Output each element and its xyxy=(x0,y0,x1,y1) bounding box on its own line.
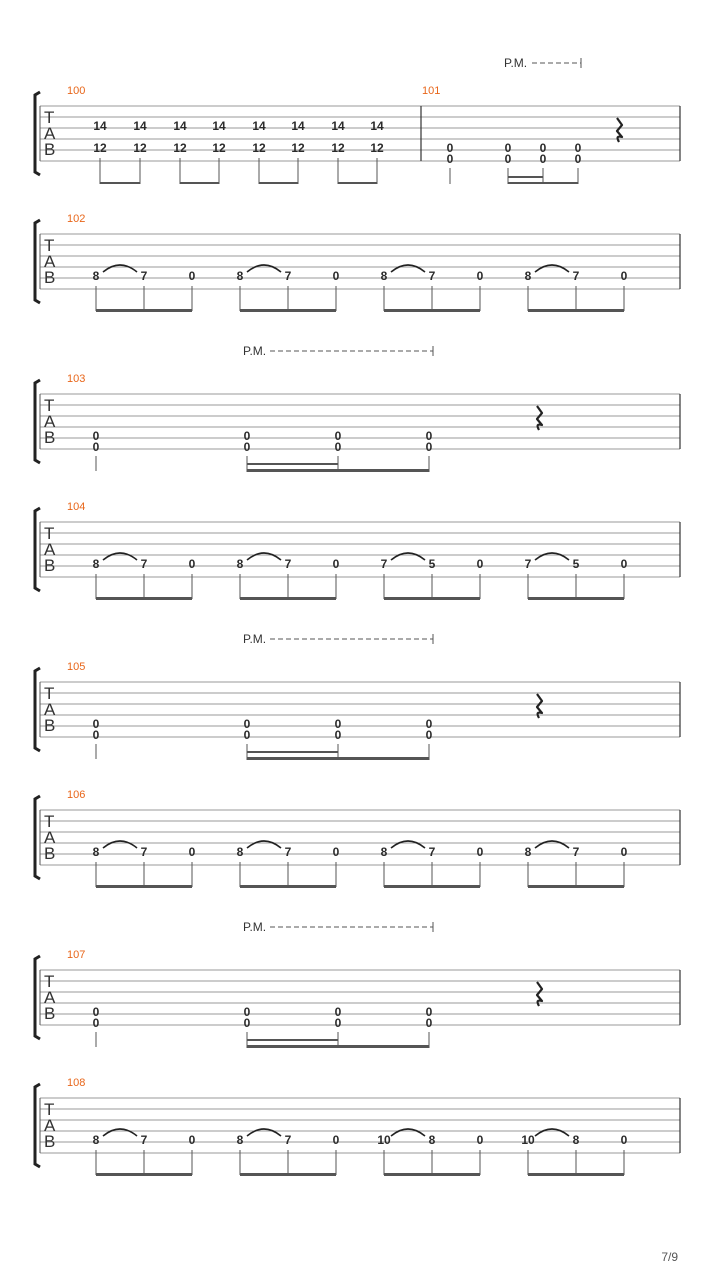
fret-number: 0 xyxy=(188,1133,196,1147)
fret-number: 0 xyxy=(92,1005,100,1019)
fret-number: 0 xyxy=(574,152,582,166)
slur-arc xyxy=(391,265,425,272)
note-beam xyxy=(528,885,624,888)
fret-number: 0 xyxy=(425,1016,433,1030)
tab-clef-letter: A xyxy=(44,540,56,559)
fret-number: 8 xyxy=(92,845,100,859)
fret-number: 7 xyxy=(284,269,292,283)
fret-number: 14 xyxy=(212,119,226,133)
fret-number: 8 xyxy=(236,1133,244,1147)
fret-number: 7 xyxy=(284,557,292,571)
fret-number: 0 xyxy=(476,269,484,283)
fret-number: 0 xyxy=(332,269,340,283)
note-beam xyxy=(96,309,192,312)
fret-number: 14 xyxy=(93,119,107,133)
fret-number: 0 xyxy=(332,557,340,571)
fret-number: 0 xyxy=(446,152,454,166)
system-bracket xyxy=(35,220,40,303)
measure-number: 103 xyxy=(67,373,86,385)
system-bracket xyxy=(35,380,40,463)
note-beam xyxy=(180,182,219,184)
fret-number: 0 xyxy=(539,152,547,166)
fret-number: 12 xyxy=(133,141,147,155)
fret-number: 0 xyxy=(476,557,484,571)
fret-number: 7 xyxy=(524,557,532,571)
fret-number: 0 xyxy=(92,1016,100,1030)
note-beam xyxy=(528,597,624,600)
note-beam xyxy=(528,309,624,312)
fret-number: 0 xyxy=(425,440,433,454)
tab-clef-letter: B xyxy=(44,1132,56,1151)
note-beam xyxy=(247,757,429,760)
fret-number: 12 xyxy=(331,141,345,155)
fret-number: 0 xyxy=(92,728,100,742)
tab-clef-letter: T xyxy=(44,812,55,831)
fret-number: 0 xyxy=(446,141,454,155)
tab-clef-letter: T xyxy=(44,684,55,703)
measure-number: 101 xyxy=(422,85,441,97)
fret-number: 7 xyxy=(572,269,580,283)
page-number: 7/9 xyxy=(661,1250,678,1264)
fret-number: 0 xyxy=(425,728,433,742)
tab-clef-letter: A xyxy=(44,1116,56,1135)
note-beam xyxy=(96,1173,192,1176)
fret-number: 0 xyxy=(243,728,251,742)
tab-clef-letter: T xyxy=(44,396,55,415)
fret-number: 0 xyxy=(539,141,547,155)
fret-number: 12 xyxy=(252,141,266,155)
note-beam xyxy=(247,1045,429,1048)
note-beam xyxy=(247,469,429,472)
fret-number: 7 xyxy=(140,1133,148,1147)
fret-number: 7 xyxy=(140,845,148,859)
fret-number: 14 xyxy=(291,119,305,133)
fret-number: 0 xyxy=(243,429,251,443)
fret-number: 0 xyxy=(92,717,100,731)
slur-arc xyxy=(535,265,569,272)
fret-number: 10 xyxy=(377,1133,391,1147)
tab-clef-letter: A xyxy=(44,124,56,143)
system-bracket xyxy=(35,92,40,175)
fret-number: 7 xyxy=(284,845,292,859)
fret-number: 0 xyxy=(504,152,512,166)
fret-number: 8 xyxy=(380,845,388,859)
note-beam xyxy=(247,1039,338,1041)
tab-clef-letter: B xyxy=(44,140,56,159)
measure-number: 102 xyxy=(67,213,86,225)
measure-number: 108 xyxy=(67,1077,86,1089)
fret-number: 7 xyxy=(380,557,388,571)
fret-number: 0 xyxy=(334,728,342,742)
fret-number: 0 xyxy=(243,1016,251,1030)
fret-number: 0 xyxy=(620,1133,628,1147)
fret-number: 8 xyxy=(428,1133,436,1147)
tab-clef-letter: B xyxy=(44,1004,56,1023)
fret-number: 0 xyxy=(92,429,100,443)
note-beam xyxy=(247,751,338,753)
system-bracket xyxy=(35,956,40,1039)
fret-number: 5 xyxy=(572,557,580,571)
tab-clef-letter: A xyxy=(44,828,56,847)
note-beam xyxy=(338,182,377,184)
fret-number: 8 xyxy=(524,845,532,859)
fret-number: 7 xyxy=(140,557,148,571)
fret-number: 0 xyxy=(425,429,433,443)
palm-mute-label: P.M. xyxy=(243,920,267,934)
palm-mute-label: P.M. xyxy=(243,344,267,358)
fret-number: 0 xyxy=(476,1133,484,1147)
tab-clef-letter: B xyxy=(44,844,56,863)
tab-clef-letter: A xyxy=(44,412,56,431)
fret-number: 0 xyxy=(334,440,342,454)
fret-number: 10 xyxy=(521,1133,535,1147)
tab-clef-letter: B xyxy=(44,716,56,735)
tab-clef-letter: T xyxy=(44,236,55,255)
fret-number: 0 xyxy=(620,845,628,859)
quarter-rest xyxy=(537,694,542,718)
fret-number: 0 xyxy=(92,440,100,454)
slur-arc xyxy=(247,265,281,272)
note-beam xyxy=(240,885,336,888)
slur-arc xyxy=(247,1129,281,1136)
fret-number: 5 xyxy=(428,557,436,571)
slur-arc xyxy=(103,1129,137,1136)
fret-number: 8 xyxy=(92,269,100,283)
measure-number: 105 xyxy=(67,661,86,673)
note-beam xyxy=(384,309,480,312)
tab-clef-letter: T xyxy=(44,1100,55,1119)
tab-clef-letter: T xyxy=(44,524,55,543)
fret-number: 8 xyxy=(92,1133,100,1147)
fret-number: 8 xyxy=(236,269,244,283)
fret-number: 14 xyxy=(252,119,266,133)
fret-number: 12 xyxy=(212,141,226,155)
palm-mute-label: P.M. xyxy=(504,56,528,70)
slur-arc xyxy=(391,1129,425,1136)
slur-arc xyxy=(247,553,281,560)
slur-arc xyxy=(391,841,425,848)
measure-number: 100 xyxy=(67,85,86,97)
measure-number: 107 xyxy=(67,949,86,961)
note-beam xyxy=(96,597,192,600)
fret-number: 8 xyxy=(572,1133,580,1147)
note-beam xyxy=(384,885,480,888)
system-bracket xyxy=(35,668,40,751)
fret-number: 7 xyxy=(572,845,580,859)
fret-number: 0 xyxy=(188,269,196,283)
tab-clef-letter: T xyxy=(44,972,55,991)
slur-arc xyxy=(103,553,137,560)
quarter-rest xyxy=(537,982,542,1006)
note-beam xyxy=(100,182,140,184)
fret-number: 0 xyxy=(334,717,342,731)
note-beam xyxy=(259,182,298,184)
note-beam xyxy=(240,309,336,312)
fret-number: 0 xyxy=(334,429,342,443)
fret-number: 0 xyxy=(188,557,196,571)
fret-number: 0 xyxy=(243,1005,251,1019)
note-beam xyxy=(240,597,336,600)
fret-number: 14 xyxy=(331,119,345,133)
fret-number: 14 xyxy=(133,119,147,133)
fret-number: 0 xyxy=(334,1005,342,1019)
note-beam xyxy=(508,182,578,184)
fret-number: 7 xyxy=(140,269,148,283)
system-bracket xyxy=(35,508,40,591)
fret-number: 0 xyxy=(332,845,340,859)
fret-number: 8 xyxy=(236,557,244,571)
fret-number: 8 xyxy=(236,845,244,859)
quarter-rest xyxy=(537,406,542,430)
tab-clef-letter: B xyxy=(44,556,56,575)
tab-clef-letter: A xyxy=(44,252,56,271)
fret-number: 0 xyxy=(574,141,582,155)
system-bracket xyxy=(35,1084,40,1167)
note-beam xyxy=(247,463,338,465)
fret-number: 8 xyxy=(380,269,388,283)
fret-number: 8 xyxy=(524,269,532,283)
fret-number: 7 xyxy=(284,1133,292,1147)
fret-number: 14 xyxy=(173,119,187,133)
slur-arc xyxy=(391,553,425,560)
tab-clef-letter: A xyxy=(44,700,56,719)
fret-number: 0 xyxy=(620,269,628,283)
measure-number: 104 xyxy=(67,501,86,513)
note-beam xyxy=(384,597,480,600)
fret-number: 0 xyxy=(425,717,433,731)
fret-number: 12 xyxy=(173,141,187,155)
fret-number: 0 xyxy=(334,1016,342,1030)
fret-number: 0 xyxy=(620,557,628,571)
fret-number: 0 xyxy=(243,440,251,454)
palm-mute-label: P.M. xyxy=(243,632,267,646)
fret-number: 7 xyxy=(428,269,436,283)
note-beam xyxy=(508,176,543,178)
fret-number: 8 xyxy=(92,557,100,571)
note-beam xyxy=(240,1173,336,1176)
system-bracket xyxy=(35,796,40,879)
tab-clef-letter: B xyxy=(44,268,56,287)
fret-number: 0 xyxy=(332,1133,340,1147)
fret-number: 14 xyxy=(370,119,384,133)
fret-number: 0 xyxy=(425,1005,433,1019)
note-beam xyxy=(384,1173,480,1176)
fret-number: 0 xyxy=(188,845,196,859)
slur-arc xyxy=(247,841,281,848)
slur-arc xyxy=(535,1129,569,1136)
slur-arc xyxy=(535,841,569,848)
fret-number: 0 xyxy=(476,845,484,859)
slur-arc xyxy=(535,553,569,560)
fret-number: 12 xyxy=(370,141,384,155)
slur-arc xyxy=(103,841,137,848)
fret-number: 7 xyxy=(428,845,436,859)
quarter-rest xyxy=(617,118,622,142)
fret-number: 0 xyxy=(243,717,251,731)
fret-number: 0 xyxy=(504,141,512,155)
tab-clef-letter: A xyxy=(44,988,56,1007)
fret-number: 12 xyxy=(93,141,107,155)
note-beam xyxy=(528,1173,624,1176)
note-beam xyxy=(96,885,192,888)
tab-clef-letter: T xyxy=(44,108,55,127)
slur-arc xyxy=(103,265,137,272)
fret-number: 12 xyxy=(291,141,305,155)
tab-clef-letter: B xyxy=(44,428,56,447)
measure-number: 106 xyxy=(67,789,86,801)
